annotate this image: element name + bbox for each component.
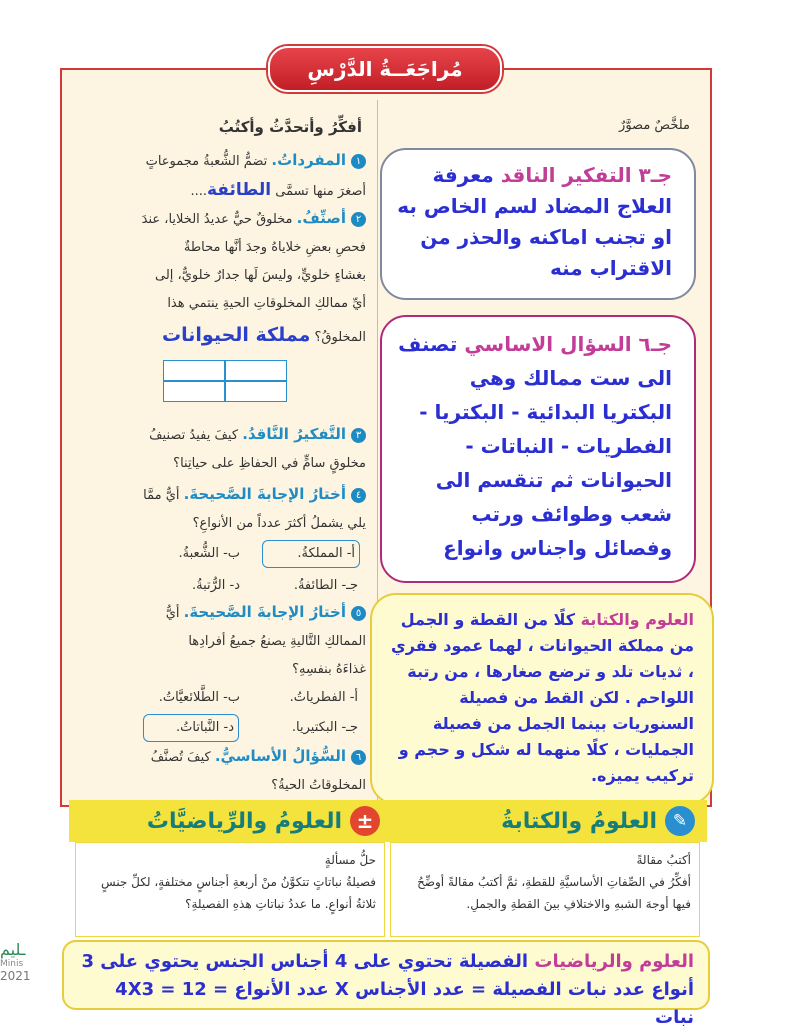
- publisher-mark: ـليم Minis 2021: [0, 940, 62, 983]
- question-keyword: أختارُ الإجابةَ الصَّحيحةَ.: [183, 603, 346, 621]
- question-keyword: السُّؤالُ الأساسيُّ.: [214, 747, 346, 765]
- question-2: ٢أصنِّفُ. مخلوقٌ حيٌّ عديدُ الخلايا، عندَ فحصِ بعضِ خلاياهُ وجدَ أنَّها محاطةٌ بغشاءٍ خلويٍّ، وليسَ لَها جدارٌ خلويٌّ، إلى أيِّ ممالكِ المخلوقاتِ الحيةِ ينتمي هذا المخلوقُ؟ مملكة الحيوانات: [141, 209, 366, 346]
- question-6: ٦السُّؤالُ الأساسيُّ. كيفَ تُصنَّفُ المخلوقاتُ الحيةُ؟: [150, 747, 366, 793]
- science-math-title: العلومُ والرِّياضيَّاتُ: [146, 808, 342, 834]
- science-writing-panel: أكتبُ مقالةً أفكِّرُ في الصِّفاتِ الأساسيَّةِ للقطةِ، ثمَّ أكتبُ مقالةً أوضِّحُ فيها أوجهَ الشبهِ والاختلافِ بينَ القطةِ والجملِ.: [390, 842, 700, 937]
- answer-text: الطائفة: [207, 180, 272, 200]
- pencil-icon: ✎: [665, 806, 695, 836]
- option-b-phylum[interactable]: ب- الشُّعبةُ.: [178, 546, 240, 561]
- question-keyword: المفرداتُ.: [271, 151, 346, 169]
- question-keyword: أختارُ الإجابةَ الصَّحيحةَ.: [183, 485, 346, 503]
- bubble-label: جـ٦ السؤال الاساسي: [464, 332, 672, 356]
- option-a-kingdom[interactable]: أ- المملكةُ.: [262, 540, 360, 568]
- option-d-plants[interactable]: د- النَّباتاتُ.: [143, 714, 239, 742]
- bubble-label: العلوم والرياضيات: [534, 951, 694, 972]
- answer-text: مملكة الحيوانات: [162, 324, 311, 346]
- question-1: ١المفرداتُ. تضمُّ الشُّعبةُ مجموعاتٍ أصغرَ منها تسمَّى الطائفة....: [145, 151, 366, 200]
- visual-summary-heading: ملخَّصٌ مصوَّرٌ: [619, 118, 690, 133]
- panel-subtitle: حلُّ مسألةٍ: [324, 853, 376, 867]
- question-number: ٣: [351, 428, 366, 443]
- question-4: ٤أختارُ الإجابةَ الصَّحيحةَ. أيٌّ ممَّا يلي يشملُ أكثرَ عدداً من الأنواعِ؟: [143, 485, 366, 531]
- option-c-bacteria[interactable]: جـ- البكتيريا.: [291, 720, 358, 735]
- think-talk-write-heading: أفكِّرُ وأتحدَّثُ وأكتُبُ: [218, 118, 362, 136]
- question-keyword: أصنِّفُ.: [296, 209, 346, 227]
- option-a-fungi[interactable]: أ- الفطرياتُ.: [289, 690, 358, 705]
- bubble-body: معرفة العلاج المضاد لسم الخاص به او تجنب اماكنه والحذر من الاقتراب منه: [397, 163, 672, 280]
- science-math-panel: حلُّ مسألةٍ فصيلةُ نباتاتٍ تتكوَّنُ منْ أربعةِ أجناسٍ مختلفةٍ، لكلِّ جنسٍ ثلاثةُ أنواعٍ. ما عددُ نباتاتِ هذهِ الفصيلةِ؟: [75, 842, 385, 937]
- question-keyword: التَّفكيرُ النَّاقدُ.: [242, 425, 346, 443]
- question-number: ٥: [351, 606, 366, 621]
- question-5: ٥أختارُ الإجابةَ الصَّحيحةَ. أيُّ الممالكِ التَّاليةِ يصنعُ جميعُ أفرادِها غذاءَهُ بنفسِهِ؟: [165, 603, 366, 677]
- question-number: ٢: [351, 212, 366, 227]
- critical-thinking-answer-bubble: [380, 148, 696, 300]
- bubble-body: الفصيلة تحتوي على 4 أجناس الجنس يحتوي على 3 أنواع عدد نبات الفصيلة = عدد الأجناس X عدد الأنواع = 4X3 = 12 نبات: [81, 951, 694, 1028]
- science-math-answer-bubble: [62, 940, 710, 1028]
- lesson-review-title: مُراجَعَــةُ الدَّرْسِ: [268, 46, 502, 92]
- essential-question-answer-bubble: [380, 315, 696, 583]
- answer-grid: [163, 360, 287, 402]
- plus-minus-icon: ±: [350, 806, 380, 836]
- science-math-header: [80, 806, 380, 836]
- option-c-class[interactable]: جـ- الطائفةُ.: [293, 578, 358, 593]
- bubble-label: العلوم والكتابة: [580, 610, 694, 629]
- bubble-label: جـ٣ التفكير الناقد: [500, 163, 672, 187]
- option-b-protists[interactable]: ب- الطَّلائعيَّاتُ.: [158, 690, 240, 705]
- question-3: ٣التَّفكيرُ النَّاقدُ. كيفَ يفيدُ تصنيفُ مخلوقٍ سامٍّ في الحفاظِ على حياتِنا؟: [149, 425, 366, 471]
- science-writing-header: [395, 806, 695, 836]
- question-number: ٤: [351, 488, 366, 503]
- panel-subtitle: أكتبُ مقالةً: [636, 853, 691, 867]
- year-label: 2021: [0, 969, 31, 983]
- question-number: ٦: [351, 750, 366, 765]
- bubble-body: تصنف الى ست ممالك وهي البكتريا البدائية - البكتريا - الفطريات - النباتات - الحيوانات ثم تنقسم الى شعب وطوائف ورتب وفصائل واجناس وانواع: [398, 332, 672, 560]
- option-d-order[interactable]: د- الرُّتبةُ.: [191, 578, 240, 593]
- science-writing-title: العلومُ والكتابةُ: [501, 808, 657, 834]
- science-writing-answer-bubble: [370, 593, 714, 805]
- question-number: ١: [351, 154, 366, 169]
- bubble-body: كلًا من القطة و الجمل من مملكة الحيوانات ، لهما عمود فقري ، ثديات تلد و ترضع صغارها ، من رتبة اللواحم . لكن القط من فصيلة السنوريات بينما الجمل من فصيلة الجمليات ، كلًا منهما له شكل و حجم و تركيب يميزه.: [391, 610, 694, 785]
